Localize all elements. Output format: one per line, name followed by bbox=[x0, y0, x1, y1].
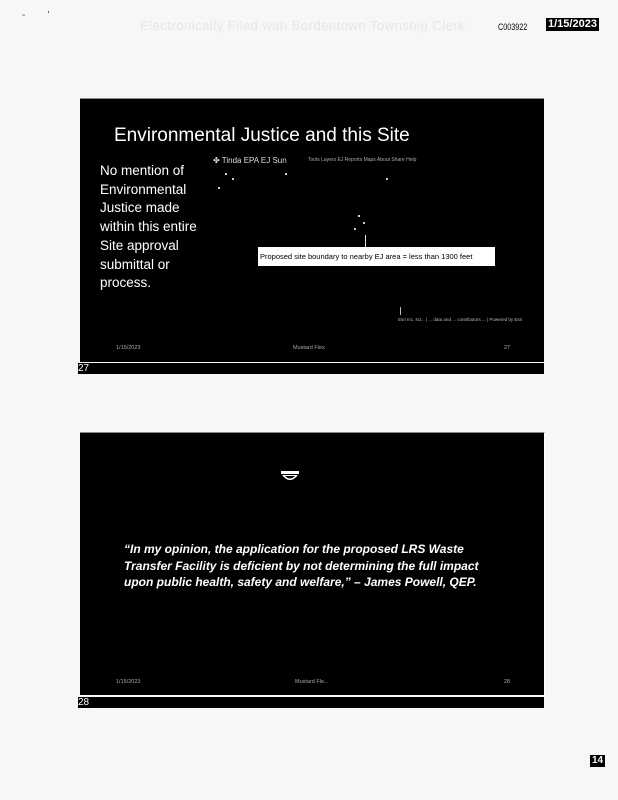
map-mark bbox=[354, 228, 356, 230]
map-distance-label: Proposed site boundary to nearby EJ area = less than 1300 feet bbox=[258, 247, 495, 266]
map-toolbar: Tools Layers EJ Reports Maps About Share Help bbox=[308, 157, 417, 163]
slide-title: Environmental Justice and this Site bbox=[114, 125, 410, 146]
map-mark bbox=[225, 173, 227, 175]
page-number: 14 bbox=[592, 755, 604, 766]
map-app-logo: ✤ Tinda EPA EJ Sun bbox=[213, 156, 287, 165]
scan-marks: - ' bbox=[22, 10, 50, 21]
slide-footer-date: 1/15/2023 bbox=[116, 679, 141, 685]
slide-footer-center: Mustard Flex bbox=[293, 345, 325, 351]
slide-body-text: No mention of Environmental Justice made within this entire Site approval submittal or process. bbox=[100, 163, 197, 291]
quote-icon bbox=[280, 469, 300, 485]
map-mark bbox=[386, 178, 388, 180]
faded-header-text: Electronically Filed with Bordentown Township Clerk bbox=[140, 18, 466, 33]
ej-area-marker-line bbox=[400, 307, 401, 315]
map-mark bbox=[285, 173, 287, 175]
map-credit: Esri Inc. NJ... | ... data and ... contributors ... | Powered by Esri bbox=[398, 317, 523, 322]
slide-27 bbox=[80, 98, 544, 362]
slide-28 bbox=[80, 432, 545, 695]
slide-footer-center: Mustard Fle... bbox=[295, 679, 329, 685]
slide-footer-number: 27 bbox=[504, 345, 511, 351]
map-mark bbox=[218, 187, 220, 189]
site-marker-line bbox=[365, 235, 366, 247]
map-mark bbox=[363, 222, 365, 224]
slide-number-bar: 28 bbox=[78, 697, 544, 708]
map-mark bbox=[232, 178, 234, 180]
slide-quote: “In my opinion, the application for the proposed LRS Waste Transfer Facility is deficient by not determining the full impact upon public health, safety and welfare,” – James Powell, QEP. bbox=[124, 542, 479, 589]
date-stamp: 1/15/2023 bbox=[548, 18, 597, 30]
slide-footer-date: 1/15/2023 bbox=[116, 345, 141, 351]
epa-logo-icon: ✤ bbox=[213, 156, 220, 165]
slide-footer-number: 28 bbox=[504, 679, 511, 685]
map-mark bbox=[358, 215, 360, 217]
document-id: C003922 bbox=[498, 22, 528, 32]
slide-number-bar: 27 bbox=[78, 363, 544, 374]
